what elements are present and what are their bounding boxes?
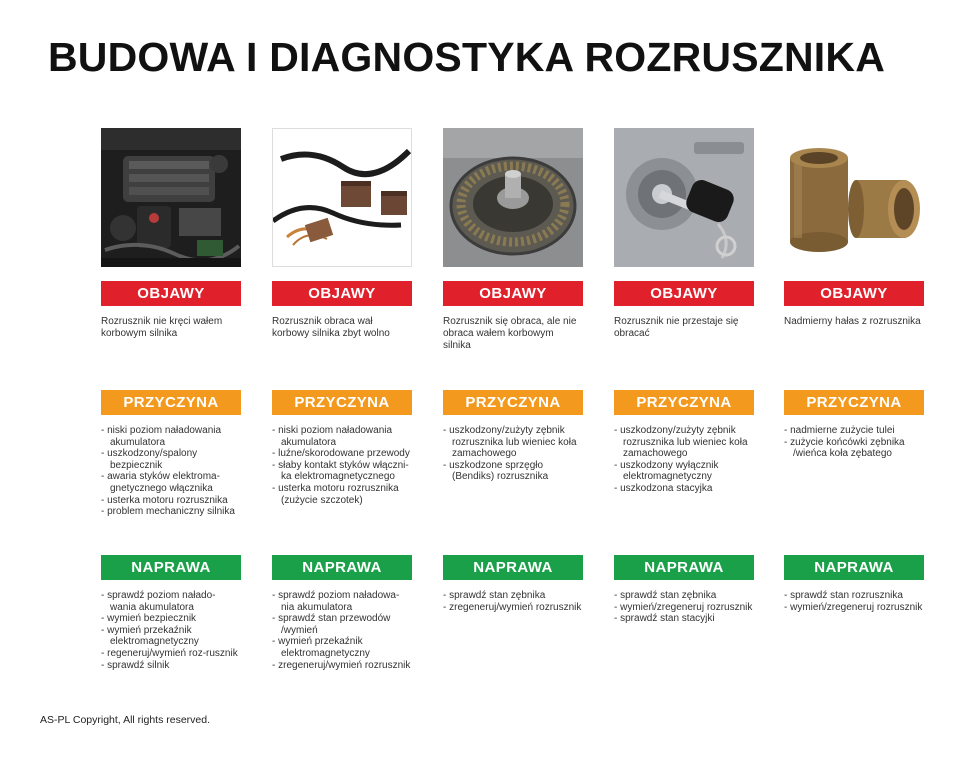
cause-label: PRZYCZYNA	[614, 390, 754, 415]
cause-list	[101, 425, 241, 518]
list-item: - wymień bezpiecznik	[101, 613, 241, 625]
column-5	[784, 128, 924, 613]
list-item: - uszkodzony/spalony bezpiecznik	[101, 448, 241, 471]
copyright-notice: AS-PL Copyright, All rights reserved.	[40, 714, 211, 726]
list-item: - wymień przekaźnik elektromagnetyczny	[101, 625, 241, 648]
symptoms-label: OBJAWY	[101, 281, 241, 306]
list-item: - zregeneruj/wymień rozrusznik	[443, 602, 583, 614]
flywheel-gear-photo	[443, 128, 583, 267]
list-item: - sprawdź stan rozrusznika	[784, 590, 924, 602]
column-4	[614, 128, 754, 625]
list-item: - sprawdź poziom nałado-wania akumulatora	[101, 590, 241, 613]
list-item: - uszkodzone sprzęgło (Bendiks) rozrusznika	[443, 460, 583, 483]
repair-label: NAPRAWA	[272, 555, 412, 580]
list-item: - uszkodzony/zużyty zębnik rozrusznika lub wieniec koła zamachowego	[443, 425, 583, 460]
list-item: - usterka motoru rozrusznika	[101, 495, 241, 507]
list-item: - nadmierne zużycie tulei	[784, 425, 924, 437]
list-item: - usterka motoru rozrusznika (zużycie szczotek)	[272, 483, 412, 506]
list-item: - niski poziom naładowania akumulatora	[272, 425, 412, 448]
column-3	[443, 128, 583, 613]
symptom-text: Rozrusznik obraca wał korbowy silnika zbyt wolno	[272, 316, 390, 339]
repair-list	[101, 590, 241, 671]
list-item: - sprawdź stan zębnika	[443, 590, 583, 602]
symptom-text: Nadmierny hałas z rozrusznika	[784, 316, 921, 327]
repair-list	[272, 590, 412, 671]
list-item: - niski poziom naładowania akumulatora	[101, 425, 241, 448]
repair-label: NAPRAWA	[101, 555, 241, 580]
cause-list	[614, 425, 754, 495]
list-item: - wymień przekaźnik elektromagnetyczny	[272, 636, 412, 659]
list-item: - zregeneruj/wymień rozrusznik	[272, 660, 412, 672]
list-item: - słaby kontakt styków włączni-ka elektromagnetycznego	[272, 460, 412, 483]
cause-label: PRZYCZYNA	[784, 390, 924, 415]
repair-label: NAPRAWA	[784, 555, 924, 580]
symptom-text: Rozrusznik się obraca, ale nie obraca wałem korbowym silnika	[443, 316, 577, 351]
bushings-photo	[784, 128, 924, 267]
list-item: - sprawdź stan stacyjki	[614, 613, 754, 625]
list-item: - awaria styków elektroma-gnetycznego włącznika	[101, 471, 241, 494]
cause-label: PRZYCZYNA	[443, 390, 583, 415]
engine-bay-photo	[101, 128, 241, 267]
list-item: - sprawdź silnik	[101, 660, 241, 672]
cause-list	[272, 425, 412, 506]
list-item: - uszkodzony wyłącznik elektromagnetyczny	[614, 460, 754, 483]
repair-label: NAPRAWA	[443, 555, 583, 580]
list-item: - luźne/skorodowane przewody	[272, 448, 412, 460]
symptoms-label: OBJAWY	[614, 281, 754, 306]
ignition-key-photo	[614, 128, 754, 267]
list-item: - sprawdź stan zębnika	[614, 590, 754, 602]
list-item: - sprawdź poziom naładowa-nia akumulatora	[272, 590, 412, 613]
cause-label: PRZYCZYNA	[101, 390, 241, 415]
list-item: - wymień/zregeneruj rozrusznik	[784, 602, 924, 614]
repair-list	[784, 590, 924, 613]
list-item: - zużycie końcówki zębnika /wieńca koła zębatego	[784, 437, 924, 460]
column-1	[101, 128, 241, 671]
list-item: - uszkodzony/zużyty zębnik rozrusznika lub wieniec koła zamachowego	[614, 425, 754, 460]
list-item: - regeneruj/wymień roz-rusznik	[101, 648, 241, 660]
symptom-text: Rozrusznik nie kręci wałem korbowym silnika	[101, 316, 223, 339]
list-item: - sprawdź stan przewodów /wymień	[272, 613, 412, 636]
list-item: - uszkodzona stacyjka	[614, 483, 754, 495]
cause-list	[443, 425, 583, 483]
list-item: - wymień/zregeneruj rozrusznik	[614, 602, 754, 614]
cause-list	[784, 425, 924, 460]
repair-label: NAPRAWA	[614, 555, 754, 580]
page-title: BUDOWA I DIAGNOSTYKA ROZRUSZNIKA	[48, 34, 886, 80]
repair-list	[443, 590, 583, 613]
symptoms-label: OBJAWY	[443, 281, 583, 306]
symptom-text: Rozrusznik nie przestaje się obracać	[614, 316, 739, 339]
list-item: - problem mechaniczny silnika	[101, 506, 241, 518]
carbon-brushes-photo	[272, 128, 412, 267]
symptoms-label: OBJAWY	[784, 281, 924, 306]
symptoms-label: OBJAWY	[272, 281, 412, 306]
cause-label: PRZYCZYNA	[272, 390, 412, 415]
column-2	[272, 128, 412, 671]
repair-list	[614, 590, 754, 625]
